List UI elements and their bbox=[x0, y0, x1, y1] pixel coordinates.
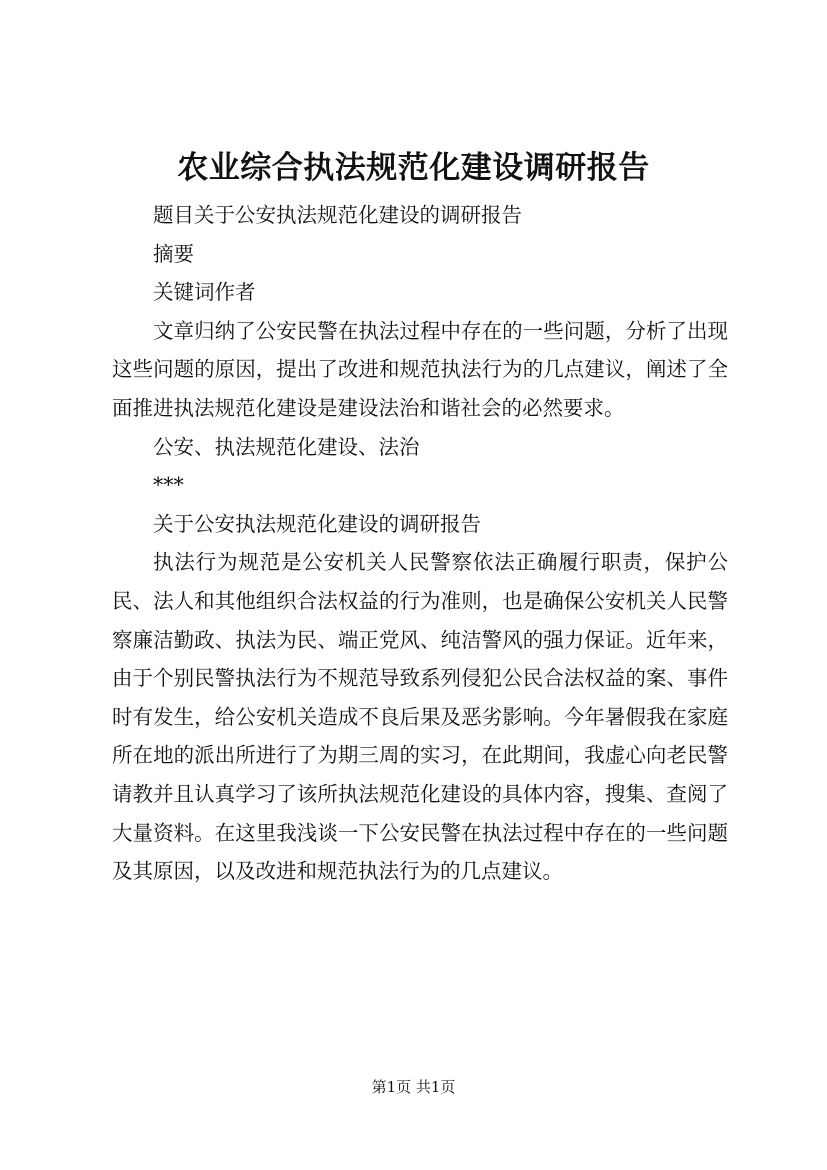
abstract-paragraph: 文章归纳了公安民警在执法过程中存在的一些问题，分析了出现这些问题的原因，提出了改进和规范执法行为的几点建议，阐述了全面推进执法规范化建设是建设法治和谐社会的必然要求。 bbox=[112, 318, 728, 420]
document-body bbox=[112, 196, 728, 891]
report-heading: 关于公安执法规范化建设的调研报告 bbox=[153, 511, 481, 536]
document-title: 农业综合执法规范化建设调研报告 bbox=[177, 150, 650, 186]
subject-line: 题目关于公安执法规范化建设的调研报告 bbox=[153, 203, 522, 227]
keywords-list: 公安、执法规范化建设、法治 bbox=[153, 434, 420, 459]
keywords-author-line: 关键词作者 bbox=[153, 280, 256, 305]
separator-stars: *** bbox=[153, 473, 184, 498]
abstract-heading: 摘要 bbox=[153, 241, 194, 266]
body-paragraph: 执法行为规范是公安机关人民警察依法正确履行职责，保护公民、法人和其他组织合法权益的行为准则，也是确保公安机关人民警察廉洁勤政、执法为民、端正党风、纯洁警风的强力保证。近年来，由于个别民警执法行为不规范导致系列侵犯公民合法权益的案、事件时有发生，给公安机关造成不良后果及恶劣影响。今年暑假我在家庭所在地的派出所进行了为期三周的实习，在此期间，我虚心向老民警请教并且认真学习了该所执法规范化建设的具体内容，搜集、查阅了大量资料。在这里我浅谈一下公安民警在执法过程中存在的一些问题及其原因，以及改进和规范执法行为的几点建议。 bbox=[112, 550, 728, 884]
page-footer: 第1页 共1页 bbox=[371, 1078, 456, 1096]
